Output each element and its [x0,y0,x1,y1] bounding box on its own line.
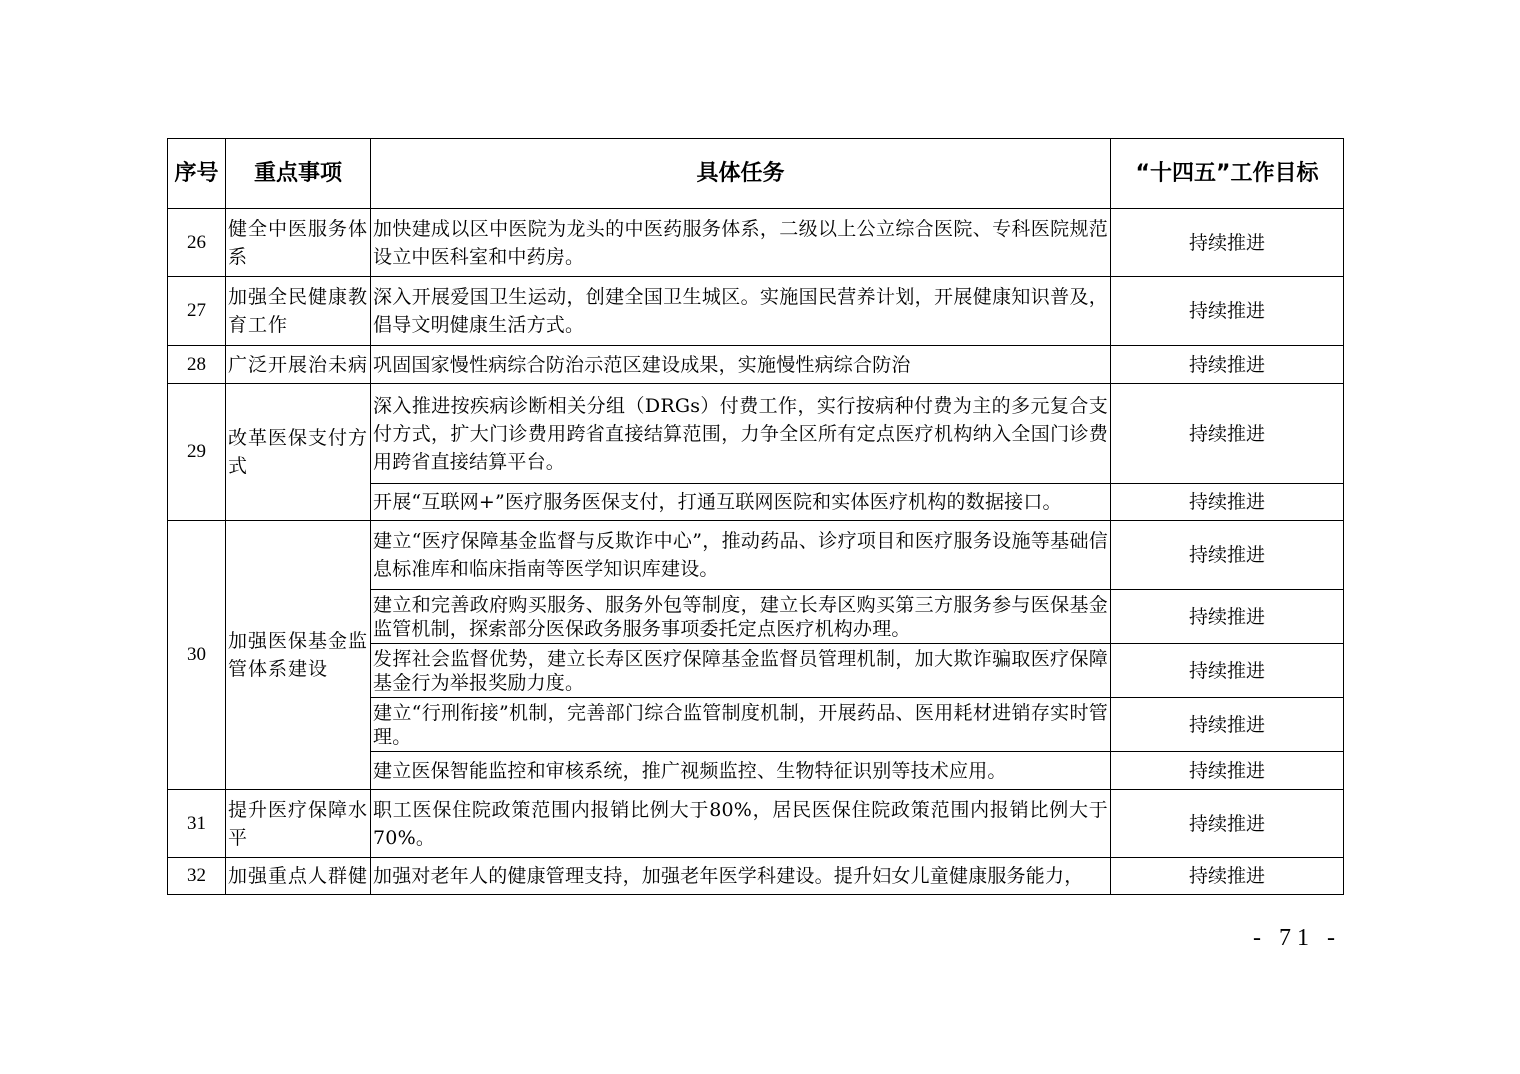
row-goal: 持续推进 [1111,277,1344,346]
row-task: 巩固国家慢性病综合防治示范区建设成果，实施慢性病综合防治 [371,346,1111,384]
row-task: 建立“医疗保障基金监督与反欺诈中心”，推动药品、诊疗项目和医疗服务设施等基础信息标准库和临床指南等医学知识库建设。 [371,521,1111,590]
header-task: 具体任务 [371,139,1111,209]
row-goal: 持续推进 [1111,590,1344,644]
row-goal: 持续推进 [1111,521,1344,590]
row-task: 开展“互联网+”医疗服务医保支付，打通互联网医院和实体医疗机构的数据接口。 [371,484,1111,521]
row-number: 26 [168,209,226,277]
row-task: 深入推进按疾病诊断相关分组（DRGs）付费工作，实行按病种付费为主的多元复合支付方式，扩大门诊费用跨省直接结算范围，力争全区所有定点医疗机构纳入全国门诊费用跨省直接结算平台。 [371,384,1111,484]
row-item: 改革医保支付方式 [226,384,371,521]
row-item: 广泛开展治未病 [226,346,371,384]
row-number: 31 [168,790,226,858]
row-task: 加快建成以区中医院为龙头的中医药服务体系，二级以上公立综合医院、专科医院规范设立中医科室和中药房。 [371,209,1111,277]
row-goal: 持续推进 [1111,384,1344,484]
table-row [168,384,1344,484]
row-task: 建立医保智能监控和审核系统，推广视频监控、生物特征识别等技术应用。 [371,752,1111,790]
row-goal: 持续推进 [1111,698,1344,752]
row-item: 提升医疗保障水平 [226,790,371,858]
row-item: 健全中医服务体系 [226,209,371,277]
row-goal: 持续推进 [1111,752,1344,790]
table-row [168,521,1344,590]
row-number: 32 [168,858,226,895]
table-row [168,346,1344,384]
table-row [168,209,1344,277]
header-row [168,139,1344,209]
row-goal: 持续推进 [1111,790,1344,858]
row-item: 加强重点人群健 [226,858,371,895]
header-item: 重点事项 [226,139,371,209]
tasks-table [167,138,1344,895]
row-goal: 持续推进 [1111,209,1344,277]
row-number: 30 [168,521,226,790]
row-task: 建立和完善政府购买服务、服务外包等制度，建立长寿区购买第三方服务参与医保基金监管机制，探索部分医保政务服务事项委托定点医疗机构办理。 [371,590,1111,644]
header-no: 序号 [168,139,226,209]
row-item: 加强医保基金监管体系建设 [226,521,371,790]
row-goal: 持续推进 [1111,644,1344,698]
row-task: 发挥社会监督优势，建立长寿区医疗保障基金监督员管理机制，加大欺诈骗取医疗保障基金行为举报奖励力度。 [371,644,1111,698]
page-number: - 71 - [1253,925,1341,951]
table-row [168,858,1344,895]
row-number: 27 [168,277,226,346]
row-number: 29 [168,384,226,521]
row-goal: 持续推进 [1111,346,1344,384]
header-goal: “十四五”工作目标 [1111,139,1344,209]
row-item: 加强全民健康教育工作 [226,277,371,346]
row-goal: 持续推进 [1111,858,1344,895]
table-row [168,277,1344,346]
row-task: 加强对老年人的健康管理支持，加强老年医学科建设。提升妇女儿童健康服务能力， [371,858,1111,895]
row-task: 职工医保住院政策范围内报销比例大于80%，居民医保住院政策范围内报销比例大于70%。 [371,790,1111,858]
table-row [168,790,1344,858]
row-number: 28 [168,346,226,384]
row-task: 深入开展爱国卫生运动，创建全国卫生城区。实施国民营养计划，开展健康知识普及，倡导文明健康生活方式。 [371,277,1111,346]
row-task: 建立“行刑衔接”机制，完善部门综合监管制度机制，开展药品、医用耗材进销存实时管理。 [371,698,1111,752]
row-goal: 持续推进 [1111,484,1344,521]
